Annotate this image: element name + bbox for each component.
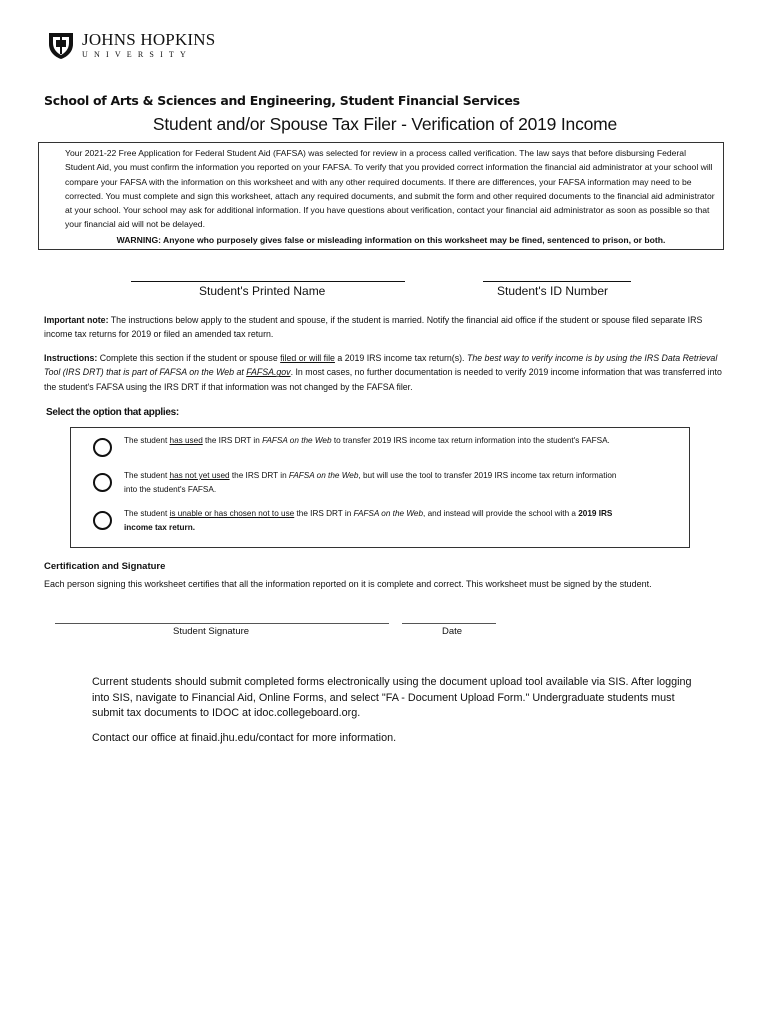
opt3-bold: 2019 IRS income tax return. xyxy=(124,509,613,532)
opt2-u: has not yet used xyxy=(169,471,230,480)
instructions-label: Instructions: xyxy=(44,353,98,363)
university-shield-icon xyxy=(46,30,76,60)
important-note-label: Important note: xyxy=(44,315,109,325)
instructions-part1: Complete this section if the student or spouse xyxy=(97,353,281,363)
important-note xyxy=(44,313,724,342)
jhu-logo xyxy=(46,30,215,60)
school-name: School of Arts & Sciences and Engineering, Student Financial Services xyxy=(44,93,520,108)
certification-header: Certification and Signature xyxy=(44,561,166,572)
instructions-part3: . In most cases, no further documentation is needed to verify 2019 income information that was transferred into the student's FAFSA using the IRS DRT if that information was not changed by the FAFSA filer. xyxy=(44,367,722,392)
instructions xyxy=(44,351,724,394)
signature-label: Student Signature xyxy=(173,626,250,637)
instructions-italic: The best way to verify income is by using the IRS Data Retrieval Tool (IRS DRT) that is part of FAFSA on the Web at xyxy=(44,353,718,378)
intro-box xyxy=(38,142,724,250)
options-box xyxy=(70,427,690,548)
date-line[interactable] xyxy=(402,623,496,624)
opt2-b: the IRS DRT in xyxy=(229,471,289,480)
option-has-used-text xyxy=(124,434,624,448)
student-id-line[interactable] xyxy=(483,281,631,282)
student-id-label: Student's ID Number xyxy=(497,284,609,298)
radio-has-used[interactable] xyxy=(93,438,112,457)
printed-name-line[interactable] xyxy=(131,281,405,282)
important-note-text: The instructions below apply to the student and spouse, if the student is married. Notify the financial aid office if the student or spouse filed separate IRS income tax returns for 2019 or filed an amended tax return. xyxy=(44,315,703,340)
opt3-b: the IRS DRT in xyxy=(294,509,354,518)
option-has-not-used-text xyxy=(124,469,624,497)
certification-text: Each person signing this worksheet certifies that all the information reported on it is complete and correct. This worksheet must be signed by the student. xyxy=(44,579,652,589)
radio-has-not-used[interactable] xyxy=(93,473,112,492)
opt1-a: The student xyxy=(124,436,170,445)
opt2-a: The student xyxy=(124,471,170,480)
submit-instructions: Current students should submit completed forms electronically using the document upload tool available via SIS. After logging into SIS, navigate to Financial Aid, Online Forms, and select "FA - Document Upload Form." Undergraduate students must submit tax documents to IDOC at idoc.collegeboard.org. xyxy=(92,676,692,719)
contact-info: Contact our office at finaid.jhu.edu/contact for more information. xyxy=(92,732,397,744)
opt3-c: , and instead will provide the school with a xyxy=(423,509,579,518)
logo-name: JOHNS HOPKINS xyxy=(82,30,216,49)
select-option-header: Select the option that applies: xyxy=(46,407,179,418)
opt2-c: , but will use the tool to transfer 2019 IRS income tax return information into the student's FAFSA. xyxy=(124,471,617,494)
page-title: Student and/or Spouse Tax Filer - Verification of 2019 Income xyxy=(152,114,618,134)
date-label: Date xyxy=(442,626,463,637)
option-unable-text xyxy=(124,507,624,535)
opt3-u: is unable or has chosen not to use xyxy=(169,509,295,518)
filed-text: filed or will file xyxy=(280,353,335,363)
intro-text: Your 2021-22 Free Application for Federal Student Aid (FAFSA) was selected for review in a process called verification. The law says that before disbursing Federal Student Aid, you must confirm the information you reported on your FAFSA. To verify that you provided correct information the financial aid administrator at your school will compare your FAFSA with the information on this worksheet and with any other required documents. If there are differences, your FAFSA information may need to be corrected. You must complete and sign this worksheet, attach any required documents, and submit the form and other required documents to the financial aid administrator at your school. Your school may ask for additional information. If you have questions about verification, contact your financial aid administrator as soon as possible so that your financial aid will not be delayed. xyxy=(65,148,715,230)
option-has-not-used xyxy=(93,469,624,497)
opt1-u: has used xyxy=(169,436,203,445)
warning-text: WARNING: Anyone who purposely gives false or misleading information on this worksheet may be fined, sentenced to prison, or both. xyxy=(116,234,666,245)
opt3-i: FAFSA on the Web xyxy=(353,509,424,518)
logo-university: UNIVERSITY xyxy=(82,50,192,59)
opt1-i: FAFSA on the Web xyxy=(262,436,332,445)
opt2-i: FAFSA on the Web xyxy=(288,471,359,480)
instructions-part2: a 2019 IRS income tax return(s). xyxy=(334,353,467,363)
opt1-c: to transfer 2019 IRS income tax return information into the student's FAFSA. xyxy=(331,436,610,445)
opt1-b: the IRS DRT in xyxy=(202,436,263,445)
radio-unable[interactable] xyxy=(93,511,112,530)
opt3-a: The student xyxy=(124,509,170,518)
option-has-used xyxy=(93,434,624,457)
option-unable xyxy=(93,507,624,535)
printed-name-label: Student's Printed Name xyxy=(199,284,326,298)
fafsa-link[interactable]: FAFSA.gov xyxy=(246,367,291,378)
signature-line[interactable] xyxy=(55,623,389,624)
